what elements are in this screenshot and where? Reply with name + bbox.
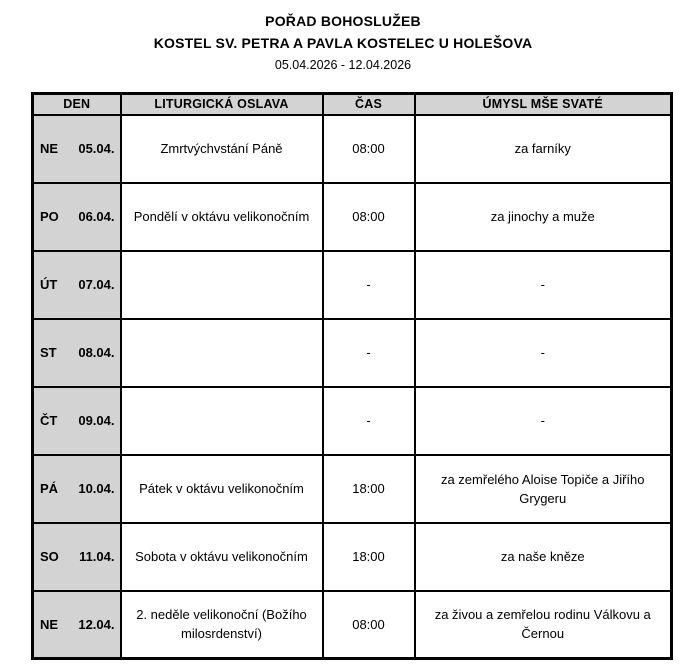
day-cell: [33, 387, 121, 455]
day-date: 07.04.: [78, 277, 115, 292]
day-cell: [33, 319, 121, 387]
time-cell: 18:00: [323, 523, 415, 591]
day-inner: [34, 413, 120, 428]
table-row: [33, 319, 672, 387]
day-cell: [33, 455, 121, 523]
day-cell: [33, 591, 121, 659]
day-abbrev: NE: [40, 141, 59, 156]
celebration-cell: Sobota v oktávu velikonočním: [121, 523, 323, 591]
column-header-2: ČAS: [323, 94, 415, 115]
intention-cell: -: [415, 251, 672, 319]
day-inner: [34, 549, 120, 564]
table-row: [33, 115, 672, 183]
day-inner: [34, 209, 120, 224]
table-row: [33, 251, 672, 319]
schedule-table: [31, 92, 673, 660]
time-cell: 18:00: [323, 455, 415, 523]
day-cell: [33, 115, 121, 183]
day-date: 08.04.: [78, 345, 115, 360]
day-date: 05.04.: [78, 141, 115, 156]
church-name: KOSTEL SV. PETRA A PAVLA KOSTELEC U HOLEŠOVA: [153, 35, 533, 51]
celebration-cell: Zmrtvýchvstání Páně: [121, 115, 323, 183]
intention-cell: za zemřelého Aloise Topiče a Jiřího Grygeru: [415, 455, 672, 523]
intention-cell: -: [415, 387, 672, 455]
celebration-cell: Pondělí v oktávu velikonočním: [121, 183, 323, 251]
celebration-cell: [121, 319, 323, 387]
day-abbrev: SO: [40, 549, 59, 564]
time-cell: 08:00: [323, 183, 415, 251]
time-cell: -: [323, 251, 415, 319]
day-date: 10.04.: [78, 481, 115, 496]
time-cell: -: [323, 387, 415, 455]
table-row: [33, 183, 672, 251]
intention-cell: za jinochy a muže: [415, 183, 672, 251]
table-row: [33, 523, 672, 591]
time-cell: -: [323, 319, 415, 387]
table-row: [33, 387, 672, 455]
celebration-cell: [121, 387, 323, 455]
day-inner: [34, 481, 120, 496]
day-abbrev: PÁ: [40, 481, 59, 496]
day-inner: [34, 617, 120, 632]
day-abbrev: NE: [40, 616, 59, 632]
intention-cell: -: [415, 319, 672, 387]
day-cell: [33, 183, 121, 251]
day-inner: [34, 345, 120, 360]
column-header-3: ÚMYSL MŠE SVATÉ: [415, 94, 672, 115]
day-inner: [34, 277, 120, 292]
day-date: 12.04.: [78, 616, 115, 632]
day-cell: [33, 523, 121, 591]
schedule-table-body: [33, 115, 672, 659]
time-cell: 08:00: [323, 115, 415, 183]
intention-cell: za farníky: [415, 115, 672, 183]
day-abbrev: ÚT: [40, 277, 58, 292]
intention-cell: za živou a zemřelou rodinu Válkovu a Černou: [415, 591, 672, 659]
celebration-cell: [121, 251, 323, 319]
column-header-0: DEN: [33, 94, 121, 115]
day-inner: [34, 141, 120, 156]
day-date: 09.04.: [78, 413, 115, 428]
page-title: POŘAD BOHOSLUŽEB: [265, 13, 421, 29]
day-abbrev: ČT: [40, 413, 58, 428]
intention-cell: za naše kněze: [415, 523, 672, 591]
day-date: 11.04.: [79, 549, 115, 564]
time-cell: 08:00: [323, 591, 415, 659]
day-abbrev: ST: [40, 345, 57, 360]
table-row: [33, 591, 672, 659]
day-date: 06.04.: [78, 209, 115, 224]
table-row: [33, 455, 672, 523]
celebration-cell: Pátek v oktávu velikonočním: [121, 455, 323, 523]
celebration-cell: 2. neděle velikonoční (Božího milosrdenství): [121, 591, 323, 659]
table-header-row: [33, 94, 672, 115]
day-abbrev: PO: [40, 209, 59, 224]
date-range: 05.04.2026 - 12.04.2026: [274, 58, 412, 72]
document-header: [0, 0, 686, 76]
day-cell: [33, 251, 121, 319]
column-header-1: LITURGICKÁ OSLAVA: [121, 94, 323, 115]
